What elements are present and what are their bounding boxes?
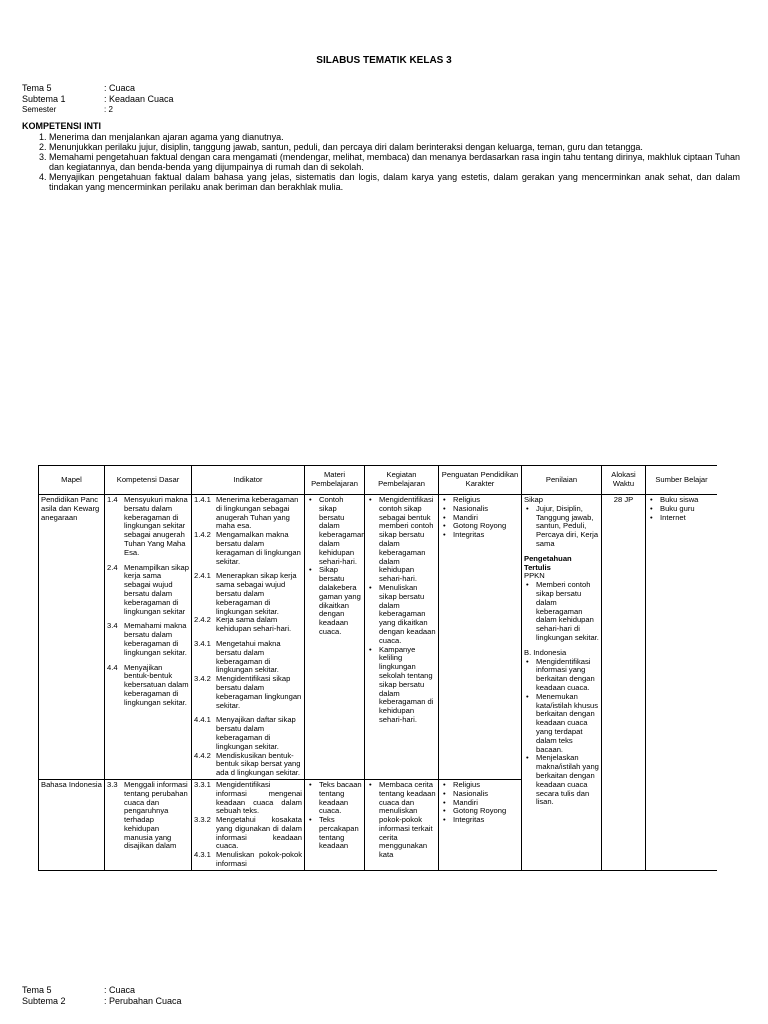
kompetensi-inti-list bbox=[22, 132, 740, 192]
cell-indikator bbox=[192, 495, 305, 780]
cell-penilaian bbox=[522, 495, 602, 871]
cell-sumber bbox=[646, 495, 718, 871]
indikator-number: 2.4.2 bbox=[194, 615, 211, 625]
header-kompetensi-dasar: Kompetensi Dasar bbox=[105, 466, 192, 495]
kegiatan-item: • Membaca cerita tentang keadaan cuaca dan menuliskan pokok-pokok informasi terkait cerita menggunakan kata bbox=[367, 781, 436, 860]
kd-item bbox=[107, 564, 189, 617]
indikator-item bbox=[194, 572, 302, 616]
meta-key: Tema 5 bbox=[22, 83, 52, 93]
penilaian-ppkn-label: PPKN bbox=[524, 571, 545, 581]
kd-number: 2.4 bbox=[107, 562, 118, 572]
cell-mapel: Bahasa Indonesia bbox=[39, 779, 105, 870]
indikator-text: Menerapkan sikap kerja sama sebagai wujud bersatu dalam keberagaman di lingkungan sekitar. bbox=[216, 571, 297, 616]
indikator-number: 3.4.1 bbox=[194, 638, 211, 648]
karakter-item: • Nasionalis bbox=[441, 505, 519, 514]
penilaian-ppkn-item: • Memberi contoh sikap bersatu dalam keberagaman dalam kehidupan sehari-hari di lingkungan sekitar. bbox=[524, 581, 599, 643]
indikator-number: 3.3.1 bbox=[194, 779, 211, 789]
cell-materi bbox=[305, 495, 365, 780]
kd-number: 1.4 bbox=[107, 495, 118, 504]
cell-indikator bbox=[192, 779, 305, 870]
materi-item: • Teks bacaan tentang keadaan cuaca. bbox=[307, 781, 362, 816]
sumber-item: • Buku siswa bbox=[648, 496, 715, 505]
penilaian-bindo-item: • Mengidentifikasi informasi yang berkaitan dengan keadaan cuaca. bbox=[524, 658, 599, 693]
kd-number: 3.3 bbox=[107, 779, 118, 789]
kd-number: 3.4 bbox=[107, 621, 118, 631]
karakter-item: • Integritas bbox=[441, 816, 519, 825]
kd-item bbox=[107, 622, 189, 657]
cell-alokasi: 28 JP bbox=[602, 495, 646, 871]
penilaian-bindo-item: • Menemukan kata/istilah khusus berkaitan dengan keadaan cuaca yang terdapat dalam teks bacaan. bbox=[524, 693, 599, 755]
header-meta bbox=[22, 83, 174, 114]
indikator-item bbox=[194, 816, 302, 851]
cell-kompetensi-dasar bbox=[105, 495, 192, 780]
meta-value: : 2 bbox=[104, 105, 113, 114]
materi-list bbox=[307, 495, 366, 637]
cell-karakter bbox=[439, 779, 522, 870]
cell-karakter bbox=[439, 495, 522, 780]
kompetensi-inti-item: 2. Menunjukkan perilaku jujur, disiplin, tanggung jawab, santun, peduli, dan percaya diri dalam berinteraksi dengan keluarga, teman, guru dan tetangga. bbox=[49, 142, 740, 152]
penilaian-pengetahuan-label: Pengetahuan Tertulis bbox=[524, 553, 572, 572]
meta-key: Subtema 1 bbox=[22, 94, 66, 104]
kd-text: Mensyukuri makna bersatu dalam keberagaman di lingkungan sekitar sebagai anugerah Tuhan Yang Maha Esa. bbox=[124, 495, 188, 557]
kd-text: Menyajikan bentuk-bentuk kebersatuan dalam keberagaman di lingkungan sekitar. bbox=[124, 662, 189, 707]
kompetensi-inti-item: 3. Memahami pengetahuan faktual dengan cara mengamati (mendengar, melihat, membaca) dan menanya berdasarkan rasa ingin tahu tentang dirinya, makhluk ciptaan Tuhan dan kegiatannya, dan benda-benda yang dijumpainya di rumah dan di sekolah. bbox=[49, 152, 740, 172]
kegiatan-item: • Kampanye keliling lingkungan sekolah tentang sikap bersatu dalam keberagaman di kehidupan sehari-hari. bbox=[367, 646, 436, 725]
header-kegiatan: Kegiatan Pembelajaran bbox=[365, 466, 439, 495]
karakter-item: • Mandiri bbox=[441, 514, 519, 523]
header-karakter: Penguatan Pendidikan Karakter bbox=[439, 466, 522, 495]
penilaian-bindo-list bbox=[524, 658, 599, 808]
indikator-item bbox=[194, 781, 302, 816]
kegiatan-list bbox=[367, 781, 436, 860]
kd-number: 4.4 bbox=[107, 662, 118, 672]
header-mapel: Mapel bbox=[39, 466, 105, 495]
kd-item bbox=[107, 781, 189, 851]
kd-item bbox=[107, 496, 189, 558]
penilaian-ppkn-list bbox=[524, 581, 599, 643]
kompetensi-inti-item: 1. Menerima dan menjalankan ajaran agama yang dianutnya. bbox=[49, 132, 740, 142]
kegiatan-item: • Mengidentifikasi contoh sikap sebagai bentuk memberi contoh sikap bersatu dalam keberagaman dalam kehidupan sehari-hari. bbox=[367, 496, 436, 584]
indikator-text: Mendiskusikan bentuk- bentuk sikap bersat yang ada d lingkungan sekitar. bbox=[216, 750, 301, 778]
materi-list bbox=[307, 781, 362, 851]
materi-item: • Teks percakapan tentang keadaan bbox=[307, 816, 362, 851]
indikator-item bbox=[194, 752, 302, 778]
indikator-item bbox=[194, 716, 302, 751]
indikator-text: Mengidentifikasi sikap bersatu dalam keberagaman lingkungan sekitar. bbox=[216, 674, 302, 710]
indikator-item bbox=[194, 675, 302, 710]
indikator-number: 4.3.1 bbox=[194, 850, 211, 860]
footer-meta bbox=[22, 985, 182, 1007]
indikator-text: Menyajikan daftar sikap bersatu dalam keberagaman di lingkungan sekitar. bbox=[216, 715, 296, 751]
cell-kegiatan bbox=[365, 495, 439, 780]
materi-item: • Contoh sikap bersatu dalam keberagaman dalam kehidupan sehari-hari. bbox=[307, 496, 362, 566]
indikator-text: Mengamalkan makna bersatu dalam keragaman di lingkungan sekitar. bbox=[216, 530, 301, 566]
indikator-text: Mengetahui kosakata yang digunakan di dalam informasi keadaan cuaca. bbox=[216, 815, 302, 851]
penilaian-sikap-label: Sikap bbox=[524, 495, 543, 504]
cell-materi bbox=[305, 779, 365, 870]
kd-text: Menampilkan sikap kerja sama sebagai wujud bersatu dalam keberagaman di lingkungan sekitar bbox=[124, 562, 189, 616]
cell-kegiatan bbox=[365, 779, 439, 870]
indikator-item bbox=[194, 616, 302, 634]
indikator-text: Menerima keberagaman di lingkungan sebagai anugerah Tuhan yang maha esa. bbox=[216, 495, 299, 531]
indikator-item bbox=[194, 640, 302, 675]
penilaian-bindo-label: B. Indonesia bbox=[524, 647, 567, 657]
header-materi: Materi Pembelajaran bbox=[305, 466, 365, 495]
meta-row-subtema bbox=[22, 996, 182, 1007]
meta-row-subtema bbox=[22, 94, 174, 105]
meta-row-tema bbox=[22, 985, 182, 996]
penilaian-sikap-list bbox=[524, 505, 599, 549]
header-penilaian: Penilaian bbox=[522, 466, 602, 495]
kompetensi-inti-section bbox=[22, 121, 740, 192]
syllabus-table bbox=[38, 465, 717, 871]
karakter-list bbox=[441, 496, 519, 540]
meta-value: : Perubahan Cuaca bbox=[104, 996, 182, 1006]
materi-item: • Sikap bersatu dalakebera gaman yang dikaitkan dengan keadaan cuaca. bbox=[307, 566, 362, 636]
meta-key: Semester bbox=[22, 105, 57, 114]
indikator-number: 2.4.1 bbox=[194, 571, 211, 581]
karakter-list bbox=[441, 781, 519, 825]
karakter-item: • Mandiri bbox=[441, 799, 519, 808]
kegiatan-list bbox=[367, 496, 436, 725]
karakter-item: • Gotong Royong bbox=[441, 522, 519, 531]
meta-row-tema bbox=[22, 83, 174, 94]
table-row bbox=[39, 495, 718, 780]
indikator-text: Menuliskan pokok-pokok informasi bbox=[216, 850, 302, 869]
meta-row-semester bbox=[22, 105, 174, 114]
meta-value: : Keadaan Cuaca bbox=[104, 94, 174, 104]
sumber-item: • Internet bbox=[648, 514, 715, 523]
document-title: SILABUS TEMATIK KELAS 3 bbox=[316, 55, 452, 66]
syllabus-table-wrapper bbox=[38, 465, 717, 932]
meta-key: Subtema 2 bbox=[22, 996, 66, 1006]
karakter-item: • Integritas bbox=[441, 531, 519, 540]
penilaian-bindo-item: • Menjelaskan makna/istilah yang berkaitan dengan keadaan cuaca secara tulis dan lisan. bbox=[524, 754, 599, 807]
indikator-number: 3.4.2 bbox=[194, 674, 211, 684]
indikator-item bbox=[194, 851, 302, 869]
indikator-number: 4.4.2 bbox=[194, 750, 211, 760]
indikator-text: Mengetahui makna bersatu dalam keberagaman di lingkungan sekitar. bbox=[216, 638, 281, 675]
kegiatan-item: • Menuliskan sikap bersatu dalam keberagaman yang dikaitkan dengan keadaan cuaca. bbox=[367, 584, 436, 646]
indikator-text: Kerja sama dalam kehidupan sehari-hari. bbox=[216, 615, 292, 634]
karakter-item: • Religius bbox=[441, 496, 519, 505]
indikator-number: 1.4.1 bbox=[194, 495, 211, 504]
karakter-item: • Gotong Royong bbox=[441, 807, 519, 816]
indikator-text: Mengidentifikasi informasi mengenai keadaan cuaca dalam sebuah teks. bbox=[216, 779, 302, 816]
indikator-number: 4.4.1 bbox=[194, 715, 211, 725]
indikator-item bbox=[194, 496, 302, 531]
sumber-list bbox=[648, 496, 715, 522]
header-alokasi: Alokasi Waktu bbox=[602, 466, 646, 495]
kd-item bbox=[107, 664, 189, 708]
cell-mapel: Pendidikan Pancasila dan Kewarganegaraan bbox=[39, 495, 105, 780]
meta-value: : Cuaca bbox=[104, 83, 136, 93]
meta-key: Tema 5 bbox=[22, 985, 52, 995]
header-indikator: Indikator bbox=[192, 466, 305, 495]
kd-text: Memahami makna bersatu dalam keberagaman di lingkungan sekitar. bbox=[124, 621, 187, 657]
kompetensi-inti-heading: KOMPETENSI INTI bbox=[22, 121, 102, 131]
karakter-item: • Nasionalis bbox=[441, 790, 519, 799]
table-header-row bbox=[39, 466, 718, 495]
karakter-item: • Religius bbox=[441, 781, 519, 790]
indikator-item bbox=[194, 531, 302, 566]
meta-value: : Cuaca bbox=[104, 985, 136, 995]
indikator-number: 1.4.2 bbox=[194, 530, 211, 540]
sumber-item: • Buku guru bbox=[648, 505, 715, 514]
penilaian-sikap-item: • Jujur, Disiplin, Tanggung jawab, santun, Peduli, Percaya diri, Kerja sama bbox=[524, 505, 599, 549]
header-sumber: Sumber Belajar bbox=[646, 466, 718, 495]
cell-kompetensi-dasar bbox=[105, 779, 192, 870]
indikator-number: 3.3.2 bbox=[194, 815, 211, 825]
kd-text: Menggali informasi tentang perubahan cuaca dan pengaruhnya terhadap kehidupan manusia yang disajikan dalam bbox=[124, 779, 188, 851]
kompetensi-inti-item: 4. Menyajikan pengetahuan faktual dalam bahasa yang jelas, sistematis dan logis, dalam karya yang estetis, dalam gerakan yang mencerminkan anak sehat, dan dalam tindakan yang mencerminkan perilaku anak beriman dan berakhlak mulia. bbox=[49, 172, 740, 192]
